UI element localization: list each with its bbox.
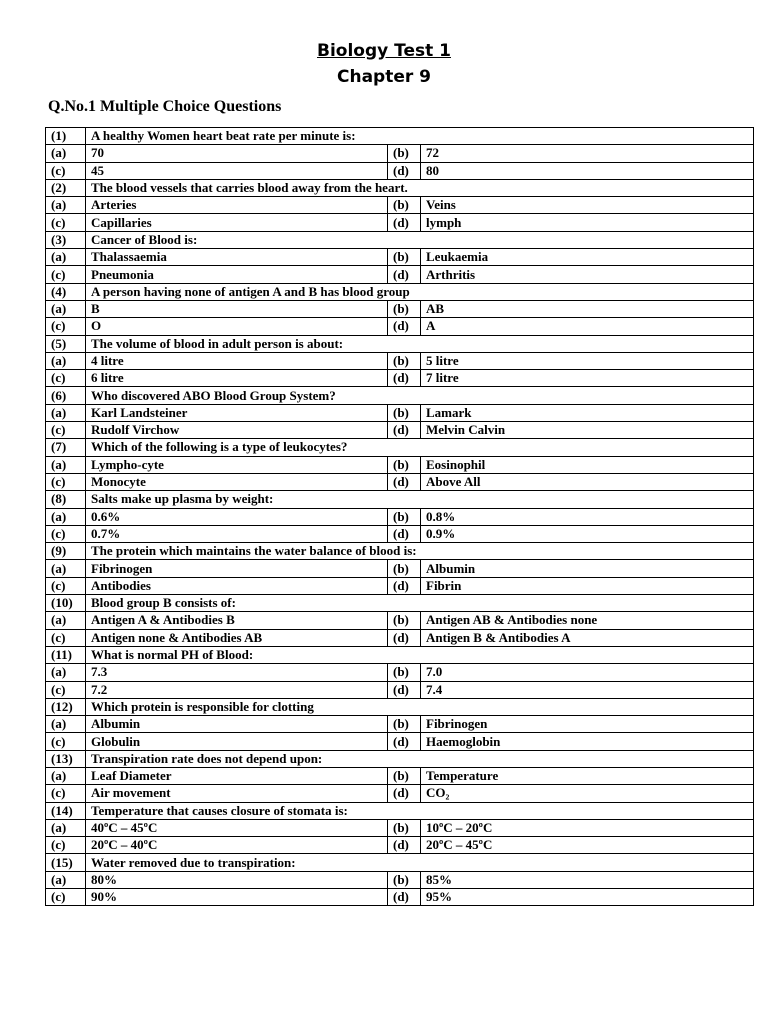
option-label: (d) bbox=[388, 266, 421, 283]
question-number: (15) bbox=[46, 854, 86, 871]
option-label: (d) bbox=[388, 162, 421, 179]
option-text: 95% bbox=[421, 889, 754, 906]
option-text: Lamark bbox=[421, 404, 754, 421]
option-text: 6 litre bbox=[86, 370, 388, 387]
question-row bbox=[46, 179, 754, 196]
option-row bbox=[46, 612, 754, 629]
option-row bbox=[46, 733, 754, 750]
option-label: (b) bbox=[388, 508, 421, 525]
option-text: Haemoglobin bbox=[421, 733, 754, 750]
option-row bbox=[46, 145, 754, 162]
option-label: (c) bbox=[46, 214, 86, 231]
option-row bbox=[46, 352, 754, 369]
option-label: (b) bbox=[388, 300, 421, 317]
question-text: A person having none of antigen A and B has blood group bbox=[86, 283, 754, 300]
option-row bbox=[46, 837, 754, 854]
option-label: (d) bbox=[388, 370, 421, 387]
option-text: Antigen AB & Antibodies none bbox=[421, 612, 754, 629]
question-number: (9) bbox=[46, 543, 86, 560]
option-label: (a) bbox=[46, 767, 86, 784]
question-number: (1) bbox=[46, 128, 86, 145]
option-label: (a) bbox=[46, 819, 86, 836]
option-text: Monocyte bbox=[86, 473, 388, 490]
option-text: 80 bbox=[421, 162, 754, 179]
mcq-table bbox=[45, 127, 754, 906]
option-label: (a) bbox=[46, 145, 86, 162]
question-row bbox=[46, 646, 754, 663]
option-label: (b) bbox=[388, 145, 421, 162]
question-text: Who discovered ABO Blood Group System? bbox=[86, 387, 754, 404]
question-row bbox=[46, 595, 754, 612]
option-text: Fibrin bbox=[421, 577, 754, 594]
option-text: Arteries bbox=[86, 197, 388, 214]
option-text: Antigen A & Antibodies B bbox=[86, 612, 388, 629]
option-text: 90% bbox=[86, 889, 388, 906]
option-label: (c) bbox=[46, 318, 86, 335]
option-row bbox=[46, 422, 754, 439]
option-text: Eosinophil bbox=[421, 456, 754, 473]
option-label: (b) bbox=[388, 819, 421, 836]
option-text: Fibrinogen bbox=[86, 560, 388, 577]
question-number: (10) bbox=[46, 595, 86, 612]
option-label: (b) bbox=[388, 560, 421, 577]
option-row bbox=[46, 577, 754, 594]
question-row bbox=[46, 802, 754, 819]
option-label: (b) bbox=[388, 612, 421, 629]
question-number: (6) bbox=[46, 387, 86, 404]
option-label: (d) bbox=[388, 733, 421, 750]
option-label: (c) bbox=[46, 577, 86, 594]
question-row bbox=[46, 543, 754, 560]
option-label: (c) bbox=[46, 629, 86, 646]
question-row bbox=[46, 491, 754, 508]
option-text: 72 bbox=[421, 145, 754, 162]
option-label: (a) bbox=[46, 197, 86, 214]
option-row bbox=[46, 162, 754, 179]
mcq-table-body bbox=[46, 128, 754, 906]
question-text: Blood group B consists of: bbox=[86, 595, 754, 612]
question-text: The protein which maintains the water balance of blood is: bbox=[86, 543, 754, 560]
option-text: 5 litre bbox=[421, 352, 754, 369]
option-text: 0.6% bbox=[86, 508, 388, 525]
option-row bbox=[46, 525, 754, 542]
option-label: (d) bbox=[388, 214, 421, 231]
option-text: Capillaries bbox=[86, 214, 388, 231]
option-row bbox=[46, 197, 754, 214]
question-number: (13) bbox=[46, 750, 86, 767]
option-label: (c) bbox=[46, 733, 86, 750]
question-text: The volume of blood in adult person is about: bbox=[86, 335, 754, 352]
option-text: B bbox=[86, 300, 388, 317]
option-text: Arthritis bbox=[421, 266, 754, 283]
option-text: Antigen B & Antibodies A bbox=[421, 629, 754, 646]
option-text: 7.2 bbox=[86, 681, 388, 698]
option-row bbox=[46, 473, 754, 490]
question-text: A healthy Women heart beat rate per minute is: bbox=[86, 128, 754, 145]
option-row bbox=[46, 785, 754, 802]
option-label: (b) bbox=[388, 456, 421, 473]
option-text: Pneumonia bbox=[86, 266, 388, 283]
option-label: (a) bbox=[46, 508, 86, 525]
option-label: (d) bbox=[388, 473, 421, 490]
option-label: (b) bbox=[388, 767, 421, 784]
question-text: What is normal PH of Blood: bbox=[86, 646, 754, 663]
option-text: 85% bbox=[421, 871, 754, 888]
option-label: (a) bbox=[46, 352, 86, 369]
option-row bbox=[46, 681, 754, 698]
option-row bbox=[46, 249, 754, 266]
option-text: Thalassaemia bbox=[86, 249, 388, 266]
option-row bbox=[46, 819, 754, 836]
question-row bbox=[46, 128, 754, 145]
option-label: (d) bbox=[388, 422, 421, 439]
option-label: (d) bbox=[388, 681, 421, 698]
question-text: Which protein is responsible for clotting bbox=[86, 698, 754, 715]
option-text: 20ºC – 40ºC bbox=[86, 837, 388, 854]
question-number: (7) bbox=[46, 439, 86, 456]
question-row bbox=[46, 854, 754, 871]
option-label: (a) bbox=[46, 249, 86, 266]
option-row bbox=[46, 716, 754, 733]
option-row bbox=[46, 404, 754, 421]
question-row bbox=[46, 698, 754, 715]
section-heading: Q.No.1 Multiple Choice Questions bbox=[48, 98, 282, 115]
option-text: 7.3 bbox=[86, 664, 388, 681]
option-label: (a) bbox=[46, 560, 86, 577]
option-row bbox=[46, 664, 754, 681]
option-text: Melvin Calvin bbox=[421, 422, 754, 439]
question-number: (4) bbox=[46, 283, 86, 300]
question-text: Salts make up plasma by weight: bbox=[86, 491, 754, 508]
option-text: 40ºC – 45ºC bbox=[86, 819, 388, 836]
question-row bbox=[46, 387, 754, 404]
option-text: AB bbox=[421, 300, 754, 317]
option-text: O bbox=[86, 318, 388, 335]
question-text: Cancer of Blood is: bbox=[86, 231, 754, 248]
question-number: (14) bbox=[46, 802, 86, 819]
option-row bbox=[46, 318, 754, 335]
option-label: (d) bbox=[388, 889, 421, 906]
option-label: (d) bbox=[388, 318, 421, 335]
option-label: (b) bbox=[388, 197, 421, 214]
option-row bbox=[46, 889, 754, 906]
option-label: (a) bbox=[46, 456, 86, 473]
question-text: Transpiration rate does not depend upon: bbox=[86, 750, 754, 767]
option-label: (c) bbox=[46, 370, 86, 387]
option-label: (d) bbox=[388, 785, 421, 802]
question-number: (2) bbox=[46, 179, 86, 196]
option-text: Lympho-cyte bbox=[86, 456, 388, 473]
question-row bbox=[46, 335, 754, 352]
option-label: (d) bbox=[388, 525, 421, 542]
question-text: The blood vessels that carries blood away from the heart. bbox=[86, 179, 754, 196]
option-text: Albumin bbox=[86, 716, 388, 733]
option-row bbox=[46, 767, 754, 784]
option-row bbox=[46, 370, 754, 387]
option-text: Leaf Diameter bbox=[86, 767, 388, 784]
option-label: (c) bbox=[46, 473, 86, 490]
option-label: (a) bbox=[46, 300, 86, 317]
option-text: Above All bbox=[421, 473, 754, 490]
option-text: Air movement bbox=[86, 785, 388, 802]
option-label: (b) bbox=[388, 871, 421, 888]
option-text: Fibrinogen bbox=[421, 716, 754, 733]
question-row bbox=[46, 283, 754, 300]
test-title: Biology Test 1 bbox=[317, 41, 451, 61]
option-label: (c) bbox=[46, 422, 86, 439]
question-number: (3) bbox=[46, 231, 86, 248]
question-text: Which of the following is a type of leukocytes? bbox=[86, 439, 754, 456]
option-label: (a) bbox=[46, 404, 86, 421]
option-text: Leukaemia bbox=[421, 249, 754, 266]
option-text: Antibodies bbox=[86, 577, 388, 594]
option-row bbox=[46, 266, 754, 283]
option-row bbox=[46, 871, 754, 888]
option-text: 0.9% bbox=[421, 525, 754, 542]
chapter-title: Chapter 9 bbox=[336, 67, 431, 87]
option-text: 10ºC – 20ºC bbox=[421, 819, 754, 836]
option-row bbox=[46, 214, 754, 231]
option-text: Karl Landsteiner bbox=[86, 404, 388, 421]
question-text: Water removed due to transpiration: bbox=[86, 854, 754, 871]
question-number: (5) bbox=[46, 335, 86, 352]
option-text: 7 litre bbox=[421, 370, 754, 387]
option-label: (b) bbox=[388, 664, 421, 681]
option-text: 0.8% bbox=[421, 508, 754, 525]
option-label: (d) bbox=[388, 629, 421, 646]
option-row bbox=[46, 300, 754, 317]
option-text: 4 litre bbox=[86, 352, 388, 369]
option-label: (d) bbox=[388, 837, 421, 854]
option-label: (c) bbox=[46, 525, 86, 542]
option-text: 7.0 bbox=[421, 664, 754, 681]
option-label: (c) bbox=[46, 266, 86, 283]
question-number: (8) bbox=[46, 491, 86, 508]
option-label: (c) bbox=[46, 889, 86, 906]
option-text: Rudolf Virchow bbox=[86, 422, 388, 439]
option-label: (b) bbox=[388, 249, 421, 266]
option-text: Albumin bbox=[421, 560, 754, 577]
question-text: Temperature that causes closure of stomata is: bbox=[86, 802, 754, 819]
question-number: (11) bbox=[46, 646, 86, 663]
option-label: (b) bbox=[388, 716, 421, 733]
option-text: 80% bbox=[86, 871, 388, 888]
option-row bbox=[46, 456, 754, 473]
option-label: (a) bbox=[46, 612, 86, 629]
option-row bbox=[46, 560, 754, 577]
option-label: (c) bbox=[46, 785, 86, 802]
option-label: (b) bbox=[388, 404, 421, 421]
option-text: CO₂ bbox=[421, 785, 754, 802]
question-row bbox=[46, 439, 754, 456]
option-text: 0.7% bbox=[86, 525, 388, 542]
option-text: 7.4 bbox=[421, 681, 754, 698]
option-label: (c) bbox=[46, 681, 86, 698]
option-text: Globulin bbox=[86, 733, 388, 750]
option-label: (d) bbox=[388, 577, 421, 594]
question-row bbox=[46, 231, 754, 248]
option-text: A bbox=[421, 318, 754, 335]
question-row bbox=[46, 750, 754, 767]
option-text: Temperature bbox=[421, 767, 754, 784]
option-label: (a) bbox=[46, 871, 86, 888]
option-text: lymph bbox=[421, 214, 754, 231]
option-text: 45 bbox=[86, 162, 388, 179]
question-number: (12) bbox=[46, 698, 86, 715]
option-label: (a) bbox=[46, 664, 86, 681]
option-text: Antigen none & Antibodies AB bbox=[86, 629, 388, 646]
option-label: (c) bbox=[46, 837, 86, 854]
option-row bbox=[46, 508, 754, 525]
option-label: (b) bbox=[388, 352, 421, 369]
option-text: 20ºC – 45ºC bbox=[421, 837, 754, 854]
option-label: (c) bbox=[46, 162, 86, 179]
option-label: (a) bbox=[46, 716, 86, 733]
option-text: Veins bbox=[421, 197, 754, 214]
option-text: 70 bbox=[86, 145, 388, 162]
option-row bbox=[46, 629, 754, 646]
